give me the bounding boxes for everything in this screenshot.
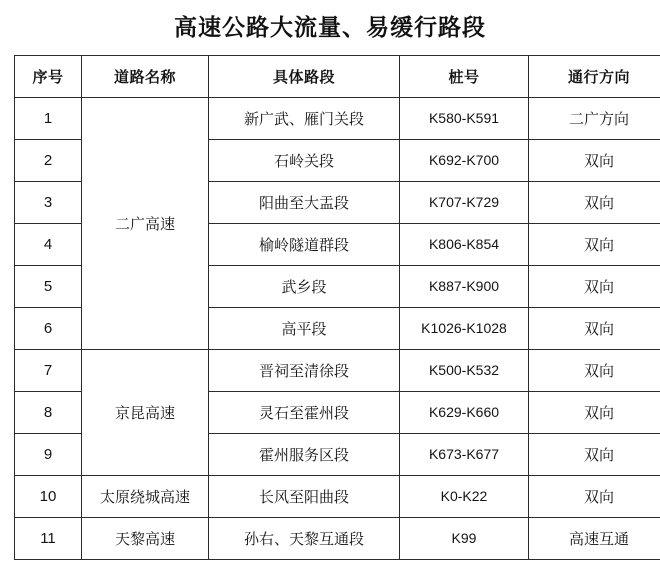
table-row [15,97,660,139]
cell-direction: 双向 [529,307,660,349]
cell-stake: K1026-K1028 [400,307,529,349]
table-header-row [15,55,660,97]
cell-segment: 新广武、雁门关段 [209,97,400,139]
column-header-segment: 具体路段 [209,55,400,97]
table-container [0,55,660,560]
cell-segment: 石岭关段 [209,139,400,181]
cell-road-name: 二广高速 [82,97,209,349]
page-title: 高速公路大流量、易缓行路段 [174,15,486,40]
cell-segment: 灵石至霍州段 [209,391,400,433]
cell-index: 7 [15,349,82,391]
cell-direction: 双向 [529,433,660,475]
table-body [15,97,660,559]
cell-stake: K806-K854 [400,223,529,265]
cell-index: 5 [15,265,82,307]
cell-segment: 孙右、天黎互通段 [209,517,400,559]
column-header-road-name: 道路名称 [82,55,209,97]
cell-direction: 双向 [529,349,660,391]
cell-index: 9 [15,433,82,475]
cell-stake: K887-K900 [400,265,529,307]
cell-index: 10 [15,475,82,517]
cell-direction: 高速互通 [529,517,660,559]
cell-segment: 高平段 [209,307,400,349]
column-header-direction: 通行方向 [529,55,660,97]
cell-index: 4 [15,223,82,265]
cell-direction: 双向 [529,139,660,181]
cell-direction: 双向 [529,391,660,433]
cell-index: 3 [15,181,82,223]
cell-direction: 二广方向 [529,97,660,139]
table-row [15,475,660,517]
cell-stake: K673-K677 [400,433,529,475]
cell-index: 2 [15,139,82,181]
cell-segment: 武乡段 [209,265,400,307]
cell-stake: K580-K591 [400,97,529,139]
cell-direction: 双向 [529,223,660,265]
cell-segment: 霍州服务区段 [209,433,400,475]
cell-direction: 双向 [529,475,660,517]
cell-direction: 双向 [529,265,660,307]
cell-index: 1 [15,97,82,139]
cell-road-name: 太原绕城高速 [82,475,209,517]
cell-segment: 阳曲至大盂段 [209,181,400,223]
cell-road-name: 京昆高速 [82,349,209,475]
table-header [15,55,660,97]
cell-index: 6 [15,307,82,349]
highway-congestion-table [14,55,660,560]
cell-index: 8 [15,391,82,433]
cell-road-name: 天黎高速 [82,517,209,559]
column-header-index: 序号 [15,55,82,97]
cell-segment: 榆岭隧道群段 [209,223,400,265]
cell-direction: 双向 [529,181,660,223]
column-header-stake: 桩号 [400,55,529,97]
cell-stake: K99 [400,517,529,559]
table-row [15,349,660,391]
cell-stake: K500-K532 [400,349,529,391]
cell-stake: K692-K700 [400,139,529,181]
cell-segment: 长风至阳曲段 [209,475,400,517]
cell-stake: K707-K729 [400,181,529,223]
cell-stake: K629-K660 [400,391,529,433]
cell-index: 11 [15,517,82,559]
cell-stake: K0-K22 [400,475,529,517]
table-row [15,517,660,559]
cell-segment: 晋祠至清徐段 [209,349,400,391]
